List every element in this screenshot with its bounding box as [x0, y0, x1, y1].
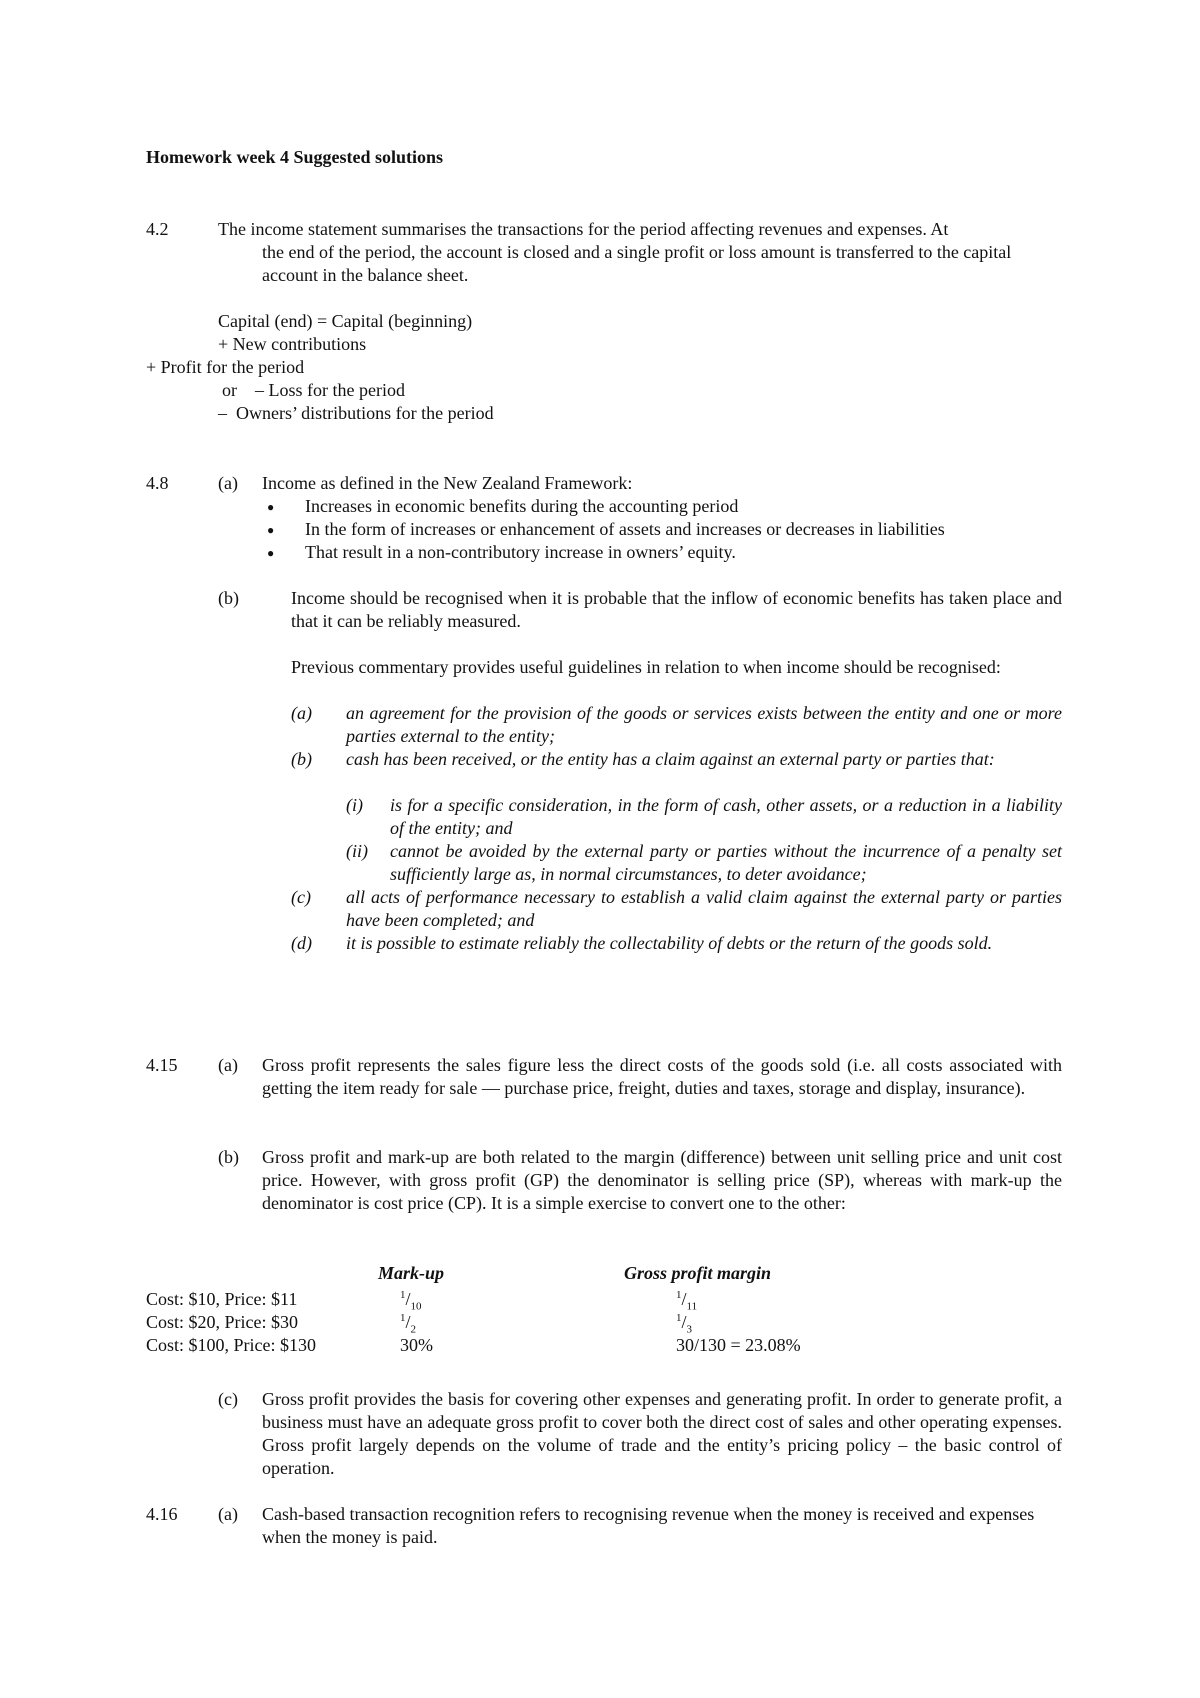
- q416-a-label: (a): [218, 1504, 238, 1524]
- q415-b-text: Gross profit and mark-up are both related to the margin (difference) between unit selling price and unit cost price. However, with gross profit (GP) the denominator is selling price (SP), whereas with mark-up the denominator is cost price (CP). It is a simple exercise to convert one to the other:: [262, 1147, 1062, 1213]
- table-cell-markup: 30%: [400, 1335, 433, 1355]
- table-cell-gross-profit: 30/130 = 23.08%: [676, 1335, 801, 1355]
- question-number-4-16: 4.16: [146, 1504, 178, 1524]
- q42-paragraph-rest: the end of the period, the account is closed and a single profit or loss amount is transferred to the capital account in the balance sheet.: [262, 242, 1012, 285]
- q48-a-label: (a): [218, 473, 238, 493]
- q48-subitem-label-i: (i): [346, 795, 363, 815]
- q48-bullet-3: That result in a non-contributory increase in owners’ equity.: [305, 542, 736, 562]
- table-cell-markup: $^1/_{10}$: [400, 1289, 422, 1313]
- q48-item-label-d: (d): [291, 933, 312, 953]
- equation-line-3: + Profit for the period: [146, 357, 305, 377]
- fraction-numerator: 1: [400, 1312, 406, 1324]
- table-row-label: Cost: $20, Price: $30: [146, 1312, 298, 1332]
- q416-a-text: Cash-based transaction recognition refers to recognising revenue when the money is received and expenses when the money is paid.: [262, 1504, 1035, 1547]
- question-number-4-15: 4.15: [146, 1055, 178, 1075]
- bullet-icon: ●: [267, 546, 275, 560]
- equation-line-1: Capital (end) = Capital (beginning): [218, 311, 473, 331]
- q415-a-text: Gross profit represents the sales figure less the direct costs of the goods sold (i.e. all costs associated with getting the item ready for sale — purchase price, freight, duties and taxes, storage and display, insurance).: [262, 1055, 1062, 1098]
- table-row-label: Cost: $10, Price: $11: [146, 1289, 298, 1309]
- equation-line-5: – Owners’ distributions for the period: [218, 403, 494, 423]
- fraction-denominator: 11: [686, 1300, 698, 1313]
- q415-a-label: (a): [218, 1055, 238, 1075]
- q48-bullet-1: Increases in economic benefits during the accounting period: [305, 496, 739, 516]
- table-cell-gross-profit: $^1/_{11}$: [676, 1289, 698, 1313]
- table-header-gross-profit-margin: Gross profit margin: [624, 1263, 772, 1283]
- question-number-4-8: 4.8: [146, 473, 169, 493]
- bullet-icon: ●: [267, 500, 275, 514]
- fraction-numerator: 1: [676, 1312, 682, 1324]
- table-row-label: Cost: $100, Price: $130: [146, 1335, 316, 1355]
- equation-line-4: or – Loss for the period: [222, 380, 405, 400]
- q48-item-c: all acts of performance necessary to establish a valid claim against the external party or parties have been completed; and: [346, 887, 1062, 930]
- bullet-icon: ●: [267, 523, 275, 537]
- table-cell-markup: $^1/_2$: [400, 1312, 417, 1336]
- q42-paragraph-first-line: The income statement summarises the transactions for the period affecting revenues and expenses. At: [218, 219, 949, 239]
- q48-item-a: an agreement for the provision of the goods or services exists between the entity and one or more parties external to the entity;: [346, 703, 1062, 746]
- q48-b-label: (b): [218, 588, 239, 608]
- q48-item-label-c: (c): [291, 887, 311, 907]
- q48-subitem-ii: cannot be avoided by the external party or parties without the incurrence of a penalty set sufficiently large as, in normal circumstances, to deter avoidance;: [390, 841, 1062, 884]
- fraction-denominator: 2: [410, 1323, 417, 1336]
- q48-item-b: cash has been received, or the entity has a claim against an external party or parties that:: [346, 749, 995, 769]
- q48-bullet-2: In the form of increases or enhancement of assets and increases or decreases in liabilities: [305, 519, 945, 539]
- fraction-denominator: 3: [686, 1323, 693, 1336]
- q415-b-label: (b): [218, 1147, 239, 1167]
- page-title: Homework week 4 Suggested solutions: [146, 147, 444, 167]
- q48-a-text: Income as defined in the New Zealand Framework:: [262, 473, 633, 493]
- q48-b-paragraph-1: Income should be recognised when it is probable that the inflow of economic benefits has taken place and that it can be reliably measured.: [291, 588, 1062, 631]
- q48-subitem-label-ii: (ii): [346, 841, 368, 861]
- fraction-numerator: 1: [400, 1289, 406, 1301]
- question-number-4-2: 4.2: [146, 219, 169, 239]
- q48-b-paragraph-2: Previous commentary provides useful guidelines in relation to when income should be recognised:: [291, 657, 1001, 677]
- table-cell-gross-profit: $^1/_3$: [676, 1312, 693, 1336]
- fraction-numerator: 1: [676, 1289, 682, 1301]
- q48-subitem-i: is for a specific consideration, in the form of cash, other assets, or a reduction in a liability of the entity; and: [390, 795, 1062, 838]
- table-header-markup: Mark-up: [378, 1263, 445, 1283]
- q48-item-d: it is possible to estimate reliably the collectability of debts or the return of the goods sold.: [346, 933, 993, 953]
- q48-item-label-a: (a): [291, 703, 312, 723]
- q415-c-text: Gross profit provides the basis for covering other expenses and generating profit. In order to generate profit, a business must have an adequate gross profit to cover both the direct cost of sales and other operating expenses. Gross profit largely depends on the volume of trade and the entity’s pricing policy – the basic control of operation.: [262, 1389, 1062, 1478]
- q415-c-label: (c): [218, 1389, 238, 1409]
- q48-item-label-b: (b): [291, 749, 312, 769]
- fraction-denominator: 10: [410, 1300, 422, 1313]
- equation-line-2: + New contributions: [218, 334, 367, 354]
